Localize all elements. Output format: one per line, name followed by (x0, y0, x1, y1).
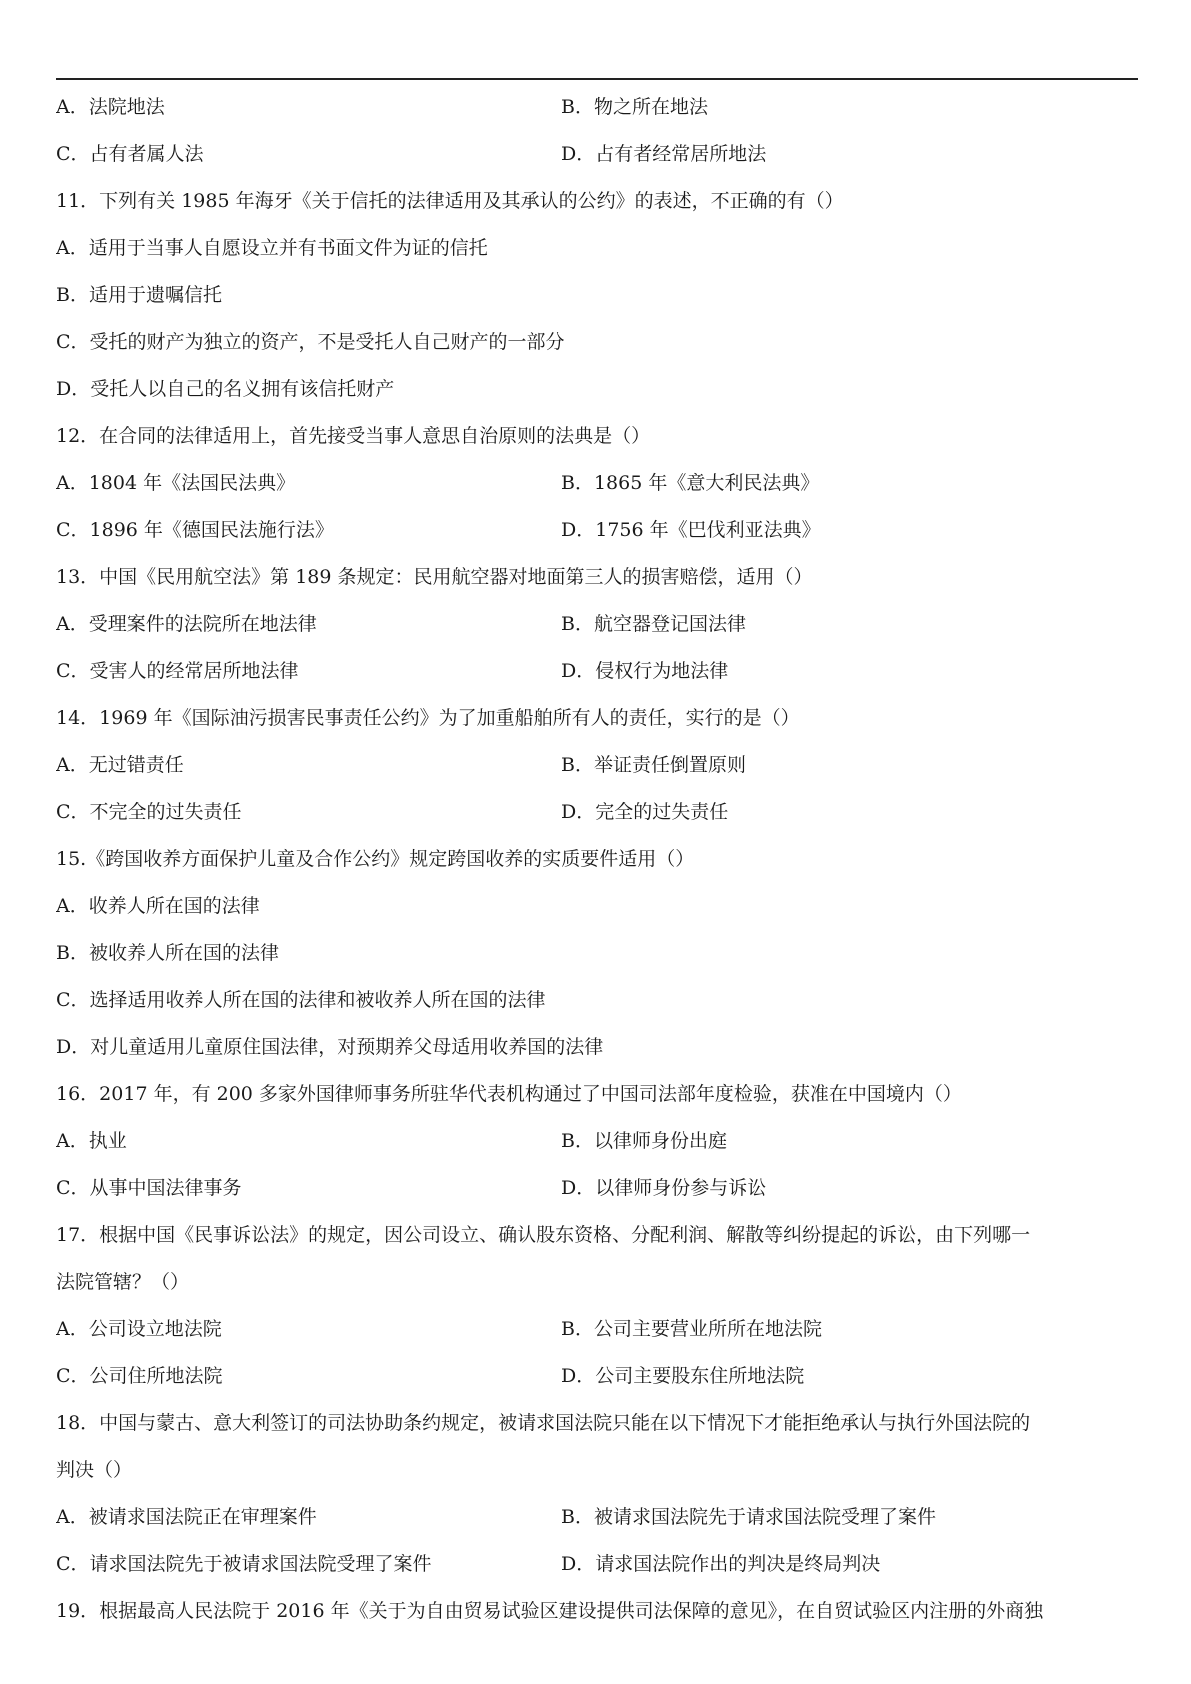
option-row (56, 1494, 1138, 1541)
question-18-cont (56, 1447, 1138, 1494)
question-16 (56, 1071, 1138, 1118)
option-a: A．无过错责任 (56, 754, 184, 776)
option-row (56, 84, 1138, 131)
header-rule (56, 78, 1138, 80)
question-text: 18．中国与蒙古、意大利签订的司法协助条约规定，被请求国法院只能在以下情况下才能拒绝承认与执行外国法院的 (56, 1412, 1031, 1434)
option-row (56, 648, 1138, 695)
question-text: 17．根据中国《民事诉讼法》的规定，因公司设立、确认股东资格、分配利润、解散等纠纷提起的诉讼，由下列哪一 (56, 1224, 1031, 1246)
option-d: D．请求国法院作出的判决是终局判决 (561, 1553, 881, 1575)
question-text: 15.《跨国收养方面保护儿童及合作公约》规定跨国收养的实质要件适用（） (56, 848, 695, 870)
question-14 (56, 695, 1138, 742)
option-d: D．受托人以自己的名义拥有该信托财产 (56, 378, 395, 400)
option-row (56, 883, 1138, 930)
option-row (56, 1541, 1138, 1588)
question-18 (56, 1400, 1138, 1447)
option-row (56, 1118, 1138, 1165)
option-b: B．被收养人所在国的法律 (56, 942, 279, 964)
exam-page (56, 84, 1138, 1635)
question-text: 法院管辖？（） (56, 1271, 190, 1293)
option-c: C．公司住所地法院 (56, 1365, 223, 1387)
option-c: C．选择适用收养人所在国的法律和被收养人所在国的法律 (56, 989, 546, 1011)
question-text: 12．在合同的法律适用上，首先接受当事人意思自治原则的法典是（） (56, 425, 651, 447)
question-text: 判决（） (56, 1459, 133, 1481)
option-d: D．占有者经常居所地法 (561, 143, 767, 165)
option-row (56, 272, 1138, 319)
option-row (56, 1165, 1138, 1212)
option-d: D．对儿童适用儿童原住国法律，对预期养父母适用收养国的法律 (56, 1036, 604, 1058)
option-d: D．以律师身份参与诉讼 (561, 1177, 767, 1199)
option-row (56, 319, 1138, 366)
question-text: 13．中国《民用航空法》第 189 条规定：民用航空器对地面第三人的损害赔偿，适用（） (56, 566, 813, 588)
option-b: B．物之所在地法 (561, 96, 708, 118)
option-row (56, 1306, 1138, 1353)
option-row (56, 460, 1138, 507)
question-19 (56, 1588, 1138, 1635)
option-row (56, 366, 1138, 413)
question-text: 11．下列有关 1985 年海牙《关于信托的法律适用及其承认的公约》的表述，不正确的有（） (56, 190, 844, 212)
question-15 (56, 836, 1138, 883)
option-c: C．请求国法院先于被请求国法院受理了案件 (56, 1553, 432, 1575)
option-d: D．侵权行为地法律 (561, 660, 729, 682)
question-17-cont (56, 1259, 1138, 1306)
option-b: B．以律师身份出庭 (561, 1130, 727, 1152)
option-row (56, 1024, 1138, 1071)
option-b: B．1865 年《意大利民法典》 (561, 472, 820, 494)
option-a: A．收养人所在国的法律 (56, 895, 260, 917)
option-row (56, 225, 1138, 272)
question-12 (56, 413, 1138, 460)
option-b: B．举证责任倒置原则 (561, 754, 746, 776)
option-a: A．法院地法 (56, 96, 165, 118)
option-b: B．航空器登记国法律 (561, 613, 746, 635)
option-b: B．被请求国法院先于请求国法院受理了案件 (561, 1506, 936, 1528)
option-d: D．1756 年《巴伐利亚法典》 (561, 519, 821, 541)
question-17 (56, 1212, 1138, 1259)
option-c: C．受害人的经常居所地法律 (56, 660, 299, 682)
option-c: C．1896 年《德国民法施行法》 (56, 519, 334, 541)
option-c: C．占有者属人法 (56, 143, 204, 165)
option-c: C．不完全的过失责任 (56, 801, 242, 823)
option-row (56, 507, 1138, 554)
option-row (56, 1353, 1138, 1400)
question-13 (56, 554, 1138, 601)
option-a: A．公司设立地法院 (56, 1318, 222, 1340)
option-row (56, 930, 1138, 977)
question-text: 19．根据最高人民法院于 2016 年《关于为自由贸易试验区建设提供司法保障的意见》，在自贸试验区内注册的外商独 (56, 1600, 1044, 1622)
option-row (56, 977, 1138, 1024)
option-row (56, 789, 1138, 836)
option-d: D．公司主要股东住所地法院 (561, 1365, 805, 1387)
option-b: B．公司主要营业所所在地法院 (561, 1318, 822, 1340)
option-a: A．1804 年《法国民法典》 (56, 472, 296, 494)
option-row (56, 601, 1138, 648)
option-a: A．适用于当事人自愿设立并有书面文件为证的信托 (56, 237, 488, 259)
question-text: 14．1969 年《国际油污损害民事责任公约》为了加重船舶所有人的责任，实行的是（） (56, 707, 800, 729)
option-row (56, 131, 1138, 178)
option-a: A．执业 (56, 1130, 127, 1152)
option-c: C．从事中国法律事务 (56, 1177, 242, 1199)
option-b: B．适用于遗嘱信托 (56, 284, 222, 306)
option-c: C．受托的财产为独立的资产，不是受托人自己财产的一部分 (56, 331, 565, 353)
question-11 (56, 178, 1138, 225)
option-a: A．受理案件的法院所在地法律 (56, 613, 317, 635)
option-row (56, 742, 1138, 789)
option-d: D．完全的过失责任 (561, 801, 729, 823)
option-a: A．被请求国法院正在审理案件 (56, 1506, 317, 1528)
question-text: 16．2017 年，有 200 多家外国律师事务所驻华代表机构通过了中国司法部年度检验，获准在中国境内（） (56, 1083, 962, 1105)
